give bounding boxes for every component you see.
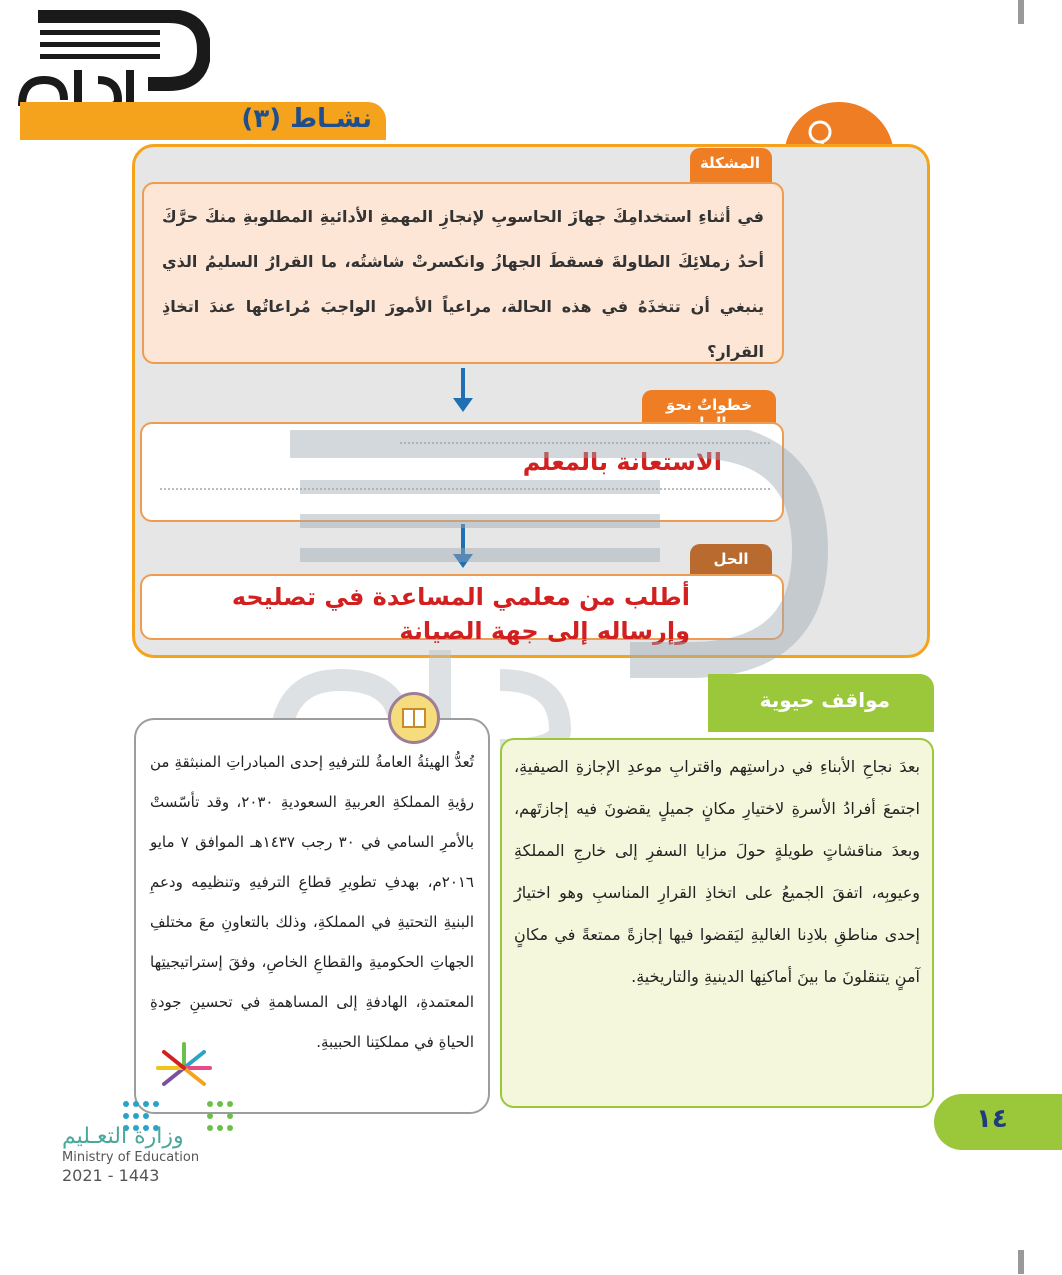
page-number: ١٤ xyxy=(976,1104,1008,1134)
ministry-name-english: Ministry of Education xyxy=(62,1150,200,1165)
hulul-logo-icon xyxy=(18,10,210,110)
steps-tab: خطواتٌ نحوَ xyxy=(642,390,776,430)
arrow-head-icon xyxy=(453,398,473,412)
problem-tab: المشكلة xyxy=(690,148,772,192)
solution-answer: أطلب من معلمي المساعدة في تصليحه وإرساله إلى جهة الصيانة xyxy=(231,583,690,645)
life-situations-box xyxy=(500,738,934,1108)
binder-mark xyxy=(1018,0,1024,24)
binder-mark xyxy=(1018,1250,1024,1274)
life-situations-title: مواقف حيوية xyxy=(759,688,890,712)
info-text: تُعدُّ الهيئةُ العامةُ للترفيهِ إحدى المبادراتِ المنبثقةِ من رؤيةِ المملكةِ العربيةِ السعوديةِ ٢٠٣٠، وقد تأسّستْ بالأمرِ السامي في ٣٠ رجب ١٤٣٧هـ الموافق ٧ مايو ٢٠١٦م، بهدفِ تطويرِ قطاعِ الترفيهِ وتنظيمِه ودعمِ البنيةِ التحتيةِ في المملكةِ، وذلك بالتعاونِ معَ مختلفِ الجهاتِ الحكوميةِ والقطاعِ الخاصِ، وفقَ إستراتيجيتِها المعتمدةِ، الهادفةِ إلى المساهمةِ في تحسينِ جودةِ الحياةِ في مملكتِنا الحبيبةِ. xyxy=(150,753,474,1051)
activity-title: نشـاط (٣) xyxy=(241,104,372,134)
steps-answer: الاستعانة بالمعلم xyxy=(522,448,722,476)
problem-text: في أثناءِ استخدامِكَ جهازَ الحاسوبِ لإنجازِ المهمةِ الأدائيةِ المطلوبةِ منكَ حرَّكَ أحدُ زملائِكَ الطاولةَ فسقطَ الجهازُ وانكسرتْ شاشتُه، ما القرارُ السليمُ الذي ينبغي أن تتخذَهُ في هذه الحالة، مراعياً الأمورَ الواجبَ مُراعاتُها عندَ اتخاذِ القرار؟ xyxy=(162,207,764,361)
life-situations-text: بعدَ نجاحِ الأبناءِ في دراستِهم واقترابِ موعدِ الإجازةِ الصيفيةِ، اجتمعَ أفرادُ الأسرةِ لاختيارِ مكانٍ جميلٍ يقضونَ فيه إجازتَهم، وبعدَ مناقشاتٍ طويلةٍ حولَ مزايا السفرِ إلى خارجِ المملكةِ وعيوبِه، اتفقَ الجميعُ على اتخاذِ القرارِ المناسبِ وهو اختيارُ إحدى مناطقِ بلادِنا الغاليةِ ليَقضوا فيها إجازةً ممتعةً في مكانٍ آمنٍ يتنقلونَ ما بينَ أماكنِها الدينيةِ والتاريخيةِ. xyxy=(514,757,920,986)
ministry-name-arabic: وزارة التعـليم xyxy=(62,1124,184,1149)
book-icon xyxy=(388,692,440,744)
vision-2030-logo-icon xyxy=(152,1038,216,1098)
problem-box xyxy=(142,182,784,364)
edition-year: 2021 - 1443 xyxy=(62,1166,160,1185)
arrow-down-icon xyxy=(461,368,465,398)
solution-tab: الحل xyxy=(690,544,772,588)
